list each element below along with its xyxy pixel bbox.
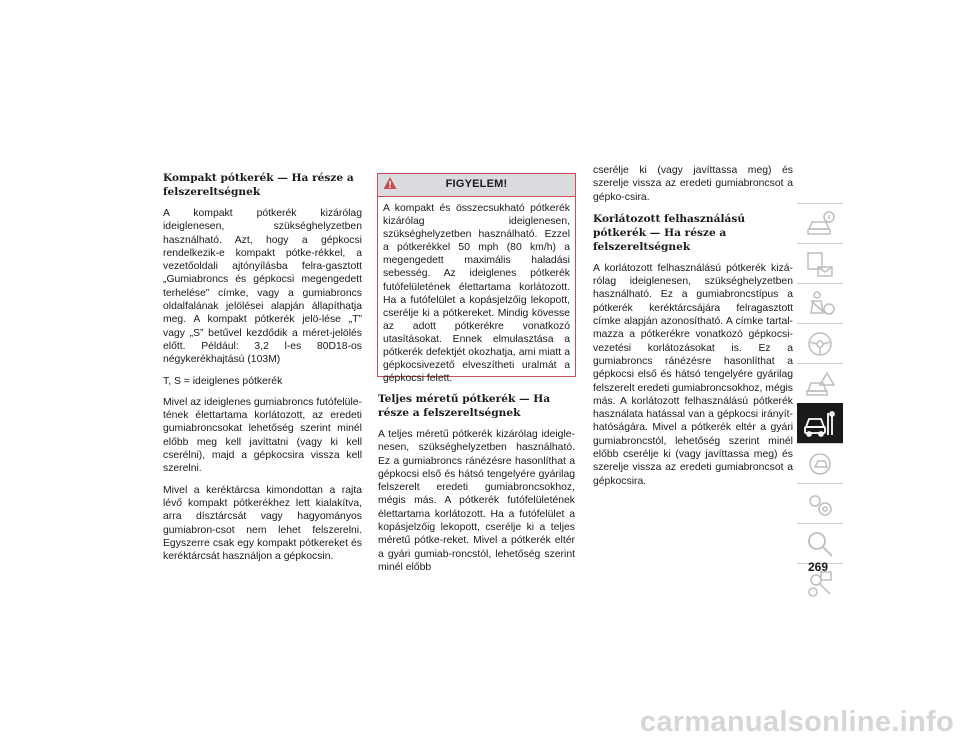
paragraph: Mivel a keréktárcsa kimondottan a rajta lévő kompakt pótkerékhez lett kialakítva, arra dísztárcsát vagy hagyományos gumiabron-csot nem lehet felszerelni. Egyszerre csak egy kompakt pótkereket és keréktárcsát használjon a gépkocsin. xyxy=(163,484,362,563)
car-info-icon xyxy=(803,207,837,241)
tab-search[interactable] xyxy=(797,523,843,563)
tab-steering[interactable] xyxy=(797,323,843,363)
page-number: 269 xyxy=(807,560,829,574)
chapter-tabs xyxy=(797,203,843,603)
car-tools-icon xyxy=(803,407,837,441)
paragraph: A kompakt pótkerék kizárólag ideiglenesen, szükséghelyzetben használható. Azt, hogy a gépkocsi rendelkezik-e kompakt pótke-rékkel, a vezetőoldali ajtónyílásba felra-gasztott „Gumiabroncs és gépkocsi megengedett terhelése” címke, vagy a gumiabroncs oldalfalának jelölései alapján állapíthatja meg. A kompakt pótkerék jelö-lése „T” vagy „S” betűvel kezdődik a méret-jelölés előtt. Például: 3,2 l-es 80D18-os négykerékhajtású (103M) xyxy=(163,208,362,366)
column-left xyxy=(163,171,362,571)
envelope-car-icon xyxy=(803,247,837,281)
tab-settings[interactable] xyxy=(797,483,843,523)
settings-icon xyxy=(803,487,837,521)
seatbelt-icon xyxy=(803,287,837,321)
warning-text: A kompakt és összecsukható pótkerék kizárólag ideiglenesen, szükséghelyzetben használható. Ezzel a pótkerékkel 50 mph (80 km/h) a megengedett maximális haladási sebesség. Az ideiglenes pótkerék futófelületének élettartama korlátozott. Ha a futófelület a kopásjelzőig lekopott, cserélje ki a pótkereket. Mindig kövesse az adott pótkerékre vonatkozó utasításokat. Ennek elmulasztása a pótkerék defektjét okozhatja, ami miatt a gépkocsivezető elveszítheti uralmát a gépkocsi felett. xyxy=(383,203,570,385)
tab-car-tools[interactable] xyxy=(797,403,843,443)
tab-car-service[interactable] xyxy=(797,443,843,483)
paragraph: Mivel az ideiglenes gumiabroncs futófelüle-tének élettartama korlátozott, az eredeti gumiabroncsokat lehetőség szerint minél előbb meg kell javíttatni (vagy ki kell cserélni), majd a gépkocsira vissza kell szerelni. xyxy=(163,396,362,475)
column-middle xyxy=(378,392,575,582)
warning-title: FIGYELEM! xyxy=(445,178,508,190)
tab-car-info[interactable] xyxy=(797,203,843,243)
section-heading-limited-use-spare: Korlátozott felhasználású pótkerék — Ha része a felszereltségnek xyxy=(593,212,746,253)
paragraph: A korlátozott felhasználású pótkerék kizá-rólag ideiglenesen, szükséghelyzetben használható. Ez a gumiabroncstípus a pótkerék keréktárcsájára felragasztott címke alapján azonosítható. A címke tartal-mazza a pótkerékre vonatkozó gépkocsi-vezetési korlátozásokat is. Ez a gumiabroncs ránézésre hasonlíthat a gépkocsi első és hátsó tengelyére gyárilag felszerelt eredeti gumiabroncsokhoz, mégis más. A korlátozott felhasználású pótkerék használata hatással van a gépkocsi irányít-hatóságára. Mivel a pótkerék eltér a gyári gumiabroncstól, lehetőség szerint minél előbb cserélje ki (vagy javíttassa meg) és szerelje vissza az eredeti gumiabroncsot a gépkocsira. xyxy=(593,262,793,487)
paragraph: cserélje ki (vagy javíttassa meg) és szerelje vissza az eredeti gumiabroncsot a gépko-csira. xyxy=(593,165,793,203)
steering-wheel-icon xyxy=(803,327,837,361)
tab-car-warning[interactable] xyxy=(797,363,843,403)
watermark: carmanualsonline.info xyxy=(639,706,954,738)
paragraph: T, S = ideiglenes pótkerék xyxy=(163,375,283,387)
paragraph: A teljes méretű pótkerék kizárólag ideigle-nesen, szükséghelyzetben használható. Ez a gumiabroncs ránézésre hasonlíthat a gépkocsi első és hátsó tengelyére gyárilag felszerelt eredeti gumiabroncsokhoz, mégis más. A pótkerék futófelületének élettartama korlátozott. Ha a futófelület a kopásjelzőig lekopott, cserélje ki a teljes méretű pótke-reket. Mivel a pótkerék eltér a gyári gumiab-roncstól, lehetőség szerint minél előbb xyxy=(378,429,575,573)
tab-seatbelt[interactable] xyxy=(797,283,843,323)
section-heading-compact-spare: Kompakt pótkerék — Ha része a felszereltségnek xyxy=(163,172,354,198)
warning-header xyxy=(378,174,575,197)
section-heading-full-size-spare: Teljes méretű pótkerék — Ha része a felszereltségnek xyxy=(378,393,551,419)
car-service-icon xyxy=(803,447,837,481)
column-right xyxy=(593,164,793,496)
search-icon xyxy=(803,527,837,561)
warning-box xyxy=(377,173,576,385)
car-warning-icon xyxy=(803,367,837,401)
tab-envelope-car[interactable] xyxy=(797,243,843,283)
